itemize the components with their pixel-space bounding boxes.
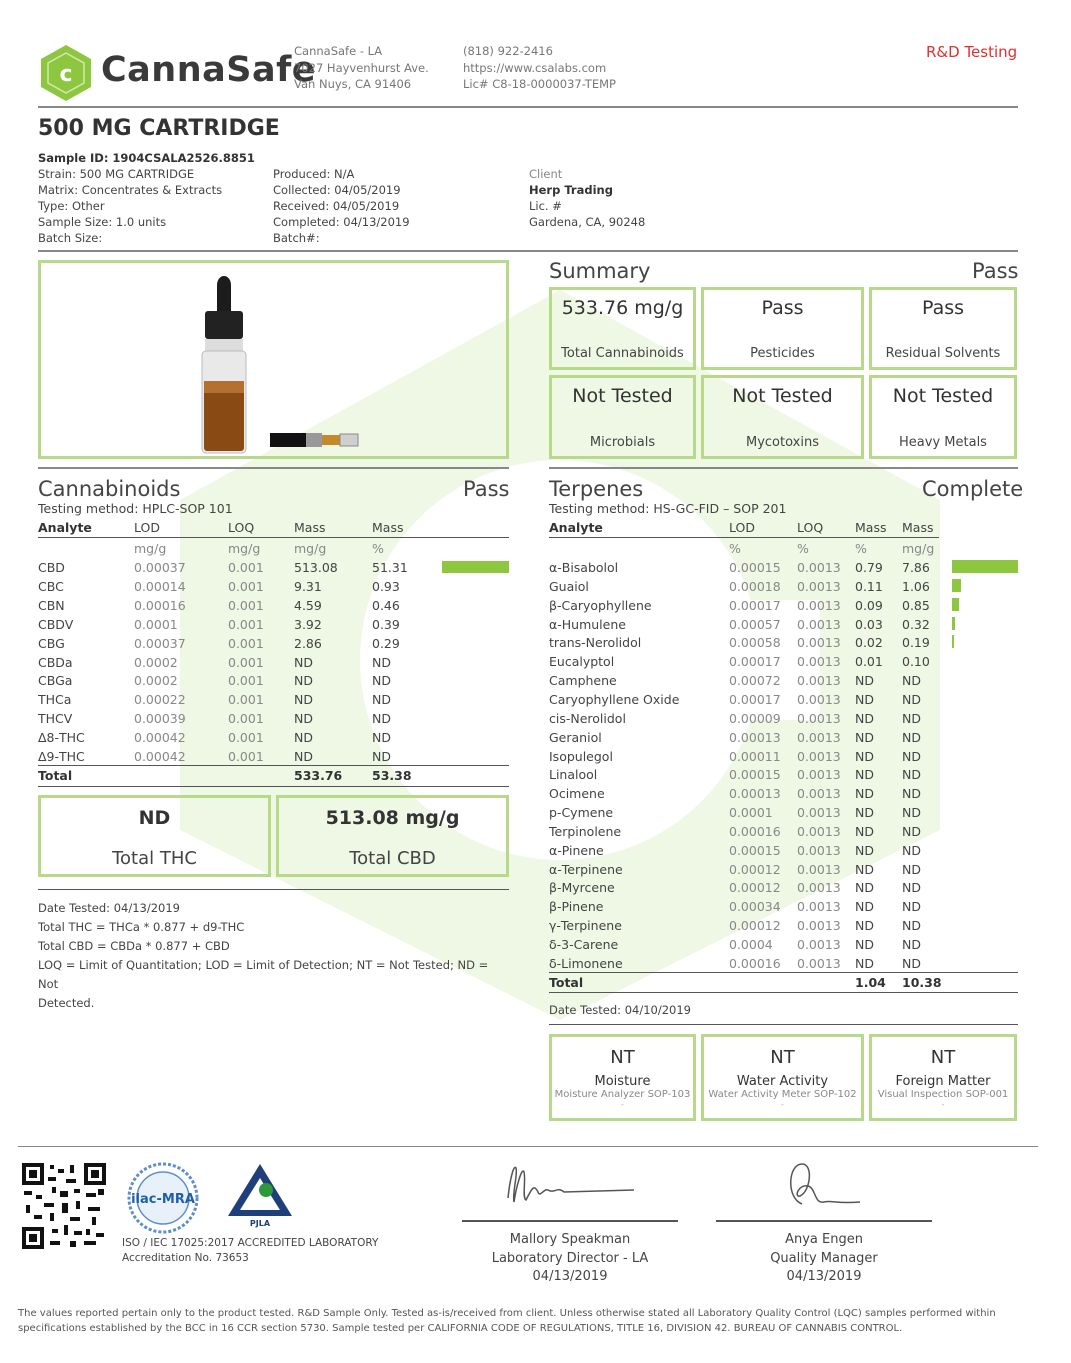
total-cbd-box: 513.08 mg/g Total CBD — [276, 795, 509, 877]
terpenes-title: Terpenes — [549, 477, 644, 501]
terpenes-header-row: Analyte LOD LOQ Mass Mass — [549, 520, 934, 535]
terpene-row: α-Pinene 0.00015 0.0013 ND ND — [549, 842, 921, 858]
terpene-row: p-Cymene 0.0001 0.0013 ND ND — [549, 805, 921, 821]
terpene-row: α-Bisabolol 0.00015 0.0013 0.79 7.86 — [549, 560, 930, 575]
product-photo — [41, 263, 506, 456]
qr-code-icon[interactable] — [22, 1163, 106, 1249]
terpene-row: Caryophyllene Oxide 0.00017 0.0013 ND ND — [549, 691, 921, 707]
terpene-bar — [952, 635, 954, 648]
summary-microbials: Not Tested Microbials — [549, 375, 696, 459]
terpene-bar — [952, 598, 959, 611]
terpene-bar — [952, 560, 1018, 573]
water-activity-box: NT Water Activity Water Activity Meter SOP-102 - — [701, 1034, 864, 1121]
terpene-row: Guaiol 0.00018 0.0013 0.11 1.06 — [549, 578, 930, 594]
terpenes-date: Date Tested: 04/10/2019 — [549, 1003, 691, 1017]
sample-id: Sample ID: 1904CSALA2526.8851 — [38, 151, 255, 165]
footer-disclaimer: The values reported pertain only to the product tested. R&D Sample Only. Tested as-is/received from client. Unless otherwise stated all Laboratory Quality Control (LQC) samples performed within specifications established by the BCC in 16 CCR section 5730. Sample tested per CALIFORNIA CODE OF REGULATIONS, TITLE 16, DIVISION 42. BUREAU OF CANNABIS CONTROL. — [18, 1308, 996, 1334]
terpene-divider — [549, 467, 1018, 469]
terpene-row: Camphene 0.00072 0.0013 ND ND — [549, 673, 921, 689]
svg-text:c: c — [59, 62, 73, 87]
summary-status: Pass — [972, 259, 1019, 283]
signature-block-director: Mallory Speakman Laboratory Director - LA 04/13/2019 — [491, 1232, 649, 1284]
summary-total-cannabinoids: 533.76 mg/g Total Cannabinoids — [549, 287, 696, 370]
terpenes-method: Testing method: HS-GC-FID – SOP 201 — [549, 501, 787, 516]
svg-text:PJLA: PJLA — [249, 1219, 271, 1228]
summary-pesticides: Pass Pesticides — [701, 287, 864, 370]
terpene-bar — [952, 579, 961, 592]
terpene-row: trans-Nerolidol 0.00058 0.0013 0.02 0.19 — [549, 635, 930, 651]
product-image-frame — [38, 260, 509, 459]
moisture-box: NT Moisture Moisture Analyzer SOP-103 - — [549, 1034, 696, 1121]
cannabinoids-header-row: Analyte LOD LOQ Mass Mass — [38, 520, 404, 535]
cannabinoid-row: CBG 0.00037 0.001 2.86 0.29 — [38, 635, 400, 651]
lab-contact: (818) 922-2416 https://www.csalabs.com Lic# C8-18-0000037-TEMP — [463, 44, 616, 91]
terpene-row: Eucalyptol 0.00017 0.0013 0.01 0.10 — [549, 654, 930, 670]
terpene-row: α-Terpinene 0.00012 0.0013 ND ND — [549, 861, 921, 877]
cannabinoid-row: CBDa 0.0002 0.001 ND ND — [38, 654, 391, 670]
cannabinoid-row: CBGa 0.0002 0.001 ND ND — [38, 673, 391, 689]
info-divider — [38, 250, 1018, 252]
sample-dates: Produced: N/A Collected: 04/05/2019 Received: 04/05/2019 Completed: 04/13/2019 Batch#: — [273, 167, 410, 245]
cannabinoid-row: CBC 0.00014 0.001 9.31 0.93 — [38, 578, 400, 594]
summary-mycotoxins: Not Tested Mycotoxins — [701, 375, 864, 459]
cannabinoid-bar — [442, 561, 509, 573]
summary-residual-solvents: Pass Residual Solvents — [869, 287, 1017, 370]
terpene-row: Geraniol 0.00013 0.0013 ND ND — [549, 729, 921, 745]
total-thc-box: ND Total THC — [38, 795, 271, 877]
sample-details: Strain: 500 MG CARTRIDGE Matrix: Concentrates & Extracts Type: Other Sample Size: 1.0 units Batch Size: — [38, 167, 223, 245]
cannabinoid-notes: Date Tested: 04/13/2019 Total THC = THCa * 0.877 + d9-THC Total CBD = CBDa * 0.877 + CBD LOQ = Limit of Quantitation; LOD = Limit of Detection; NT = Not Tested; ND = Not Detected. — [38, 901, 489, 1010]
cannabinoid-row: Δ9-THC 0.00042 0.001 ND ND — [38, 749, 391, 764]
terpene-bar — [952, 617, 955, 630]
pjla-logo-icon — [226, 1162, 294, 1234]
svg-text:ilac-MRA: ilac-MRA — [131, 1192, 195, 1207]
terpene-row: Ocimene 0.00013 0.0013 ND ND — [549, 786, 921, 802]
terpene-row: cis-Nerolidol 0.00009 0.0013 ND ND — [549, 710, 921, 726]
cannabinoid-row: CBDV 0.0001 0.001 3.92 0.39 — [38, 616, 400, 632]
summary-title: Summary — [549, 259, 651, 283]
cannabinoids-title: Cannabinoids — [38, 477, 181, 501]
product-title: 500 MG CARTRIDGE — [38, 116, 280, 141]
rd-testing-badge: R&D Testing — [926, 43, 1018, 61]
foreign-matter-box: NT Foreign Matter Visual Inspection SOP-001 - — [869, 1034, 1017, 1121]
brand-name: CannaSafe — [101, 50, 317, 90]
summary-heavy-metals: Not Tested Heavy Metals — [869, 375, 1017, 459]
terpene-row: Isopulegol 0.00011 0.0013 ND ND — [549, 748, 921, 764]
terpene-row: β-Myrcene 0.00012 0.0013 ND ND — [549, 880, 921, 896]
header-divider — [38, 106, 1018, 108]
cannabinoids-method: Testing method: HPLC-SOP 101 — [38, 501, 233, 516]
accreditation-text: ISO / IEC 17025:2017 ACCREDITED LABORATORY Accreditation No. 73653 — [122, 1237, 379, 1264]
terpene-row: γ-Terpinene 0.00012 0.0013 ND ND — [549, 918, 921, 934]
terpene-row: Linalool 0.00015 0.0013 ND ND — [549, 767, 921, 783]
terpene-row: β-Caryophyllene 0.00017 0.0013 0.09 0.85 — [549, 597, 930, 613]
cannabinoids-units-row: mg/g mg/g mg/g % — [134, 541, 384, 556]
cannabinoid-row: THCa 0.00022 0.001 ND ND — [38, 692, 391, 708]
cannabinoids-status: Pass — [463, 477, 510, 501]
ilac-mra-logo-icon — [126, 1162, 200, 1234]
client-info: Client Herp Trading Lic. # Gardena, CA, 90248 — [529, 167, 646, 229]
signature-block-quality: Anya Engen Quality Manager 04/13/2019 — [770, 1232, 878, 1284]
signature-mallory — [500, 1158, 640, 1214]
terpene-row: β-Pinene 0.00034 0.0013 ND ND — [549, 899, 921, 915]
terpene-row: δ-Limonene 0.00016 0.0013 ND ND — [549, 955, 921, 971]
terpene-row: Terpinolene 0.00016 0.0013 ND ND — [549, 823, 921, 839]
signature-anya — [780, 1158, 870, 1214]
cannabinoid-row: CBD 0.00037 0.001 513.08 51.31 — [38, 560, 408, 575]
cannabinoid-divider — [38, 467, 509, 469]
cannabinoid-row: Δ8-THC 0.00042 0.001 ND ND — [38, 730, 391, 746]
terpenes-total-row: Total 1.04 10.38 — [549, 975, 942, 990]
terpene-row: α-Humulene 0.00057 0.0013 0.03 0.32 — [549, 616, 930, 632]
cannasafe-logo-icon — [40, 44, 92, 102]
cannabinoids-total-row: Total 533.76 53.38 — [38, 768, 412, 783]
terpene-row: δ-3-Carene 0.0004 0.0013 ND ND — [549, 937, 921, 952]
lab-address: CannaSafe - LA 7027 Hayvenhurst Ave. Van Nuys, CA 91406 — [294, 44, 429, 91]
terpenes-status: Complete — [922, 477, 1024, 501]
cannabinoid-row: THCV 0.00039 0.001 ND ND — [38, 711, 391, 727]
terpenes-units-row: % % % mg/g — [729, 541, 935, 556]
cannabinoid-row: CBN 0.00016 0.001 4.59 0.46 — [38, 597, 400, 613]
